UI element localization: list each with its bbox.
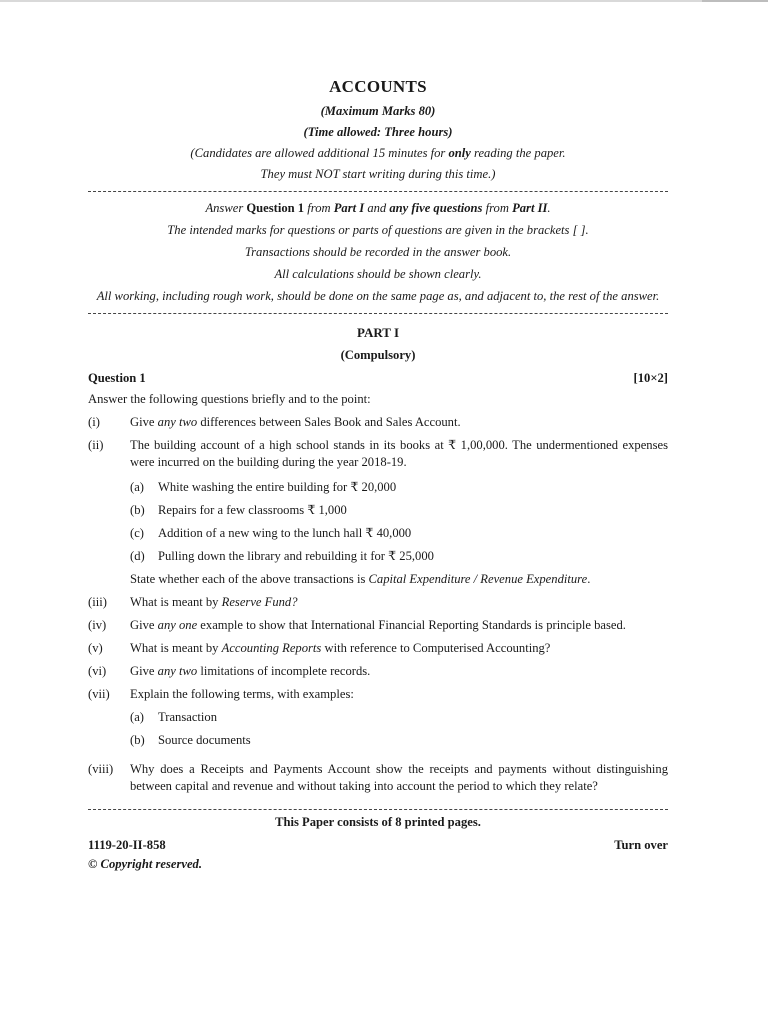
item-text (130, 686, 668, 755)
sub-item (130, 548, 668, 565)
sub-item-list (130, 479, 668, 565)
text-run: example to show that International Financial Reporting Standards is principle based. (197, 618, 626, 633)
text-emphasis: Accounting Reports (221, 641, 322, 656)
sub-item-number: (b) (130, 503, 145, 518)
sub-item (130, 709, 668, 726)
text-run: What is meant by (130, 595, 222, 610)
text-run: with reference to Computerised Accounting? (321, 641, 551, 656)
item-text (130, 437, 668, 588)
item-text (130, 594, 668, 611)
paper-code: 1119-20-II-858 (88, 838, 166, 853)
exam-page (88, 76, 668, 873)
item-text (130, 663, 668, 680)
sub-item-number: (a) (130, 480, 144, 495)
divider-footer (88, 809, 668, 810)
sub-item (130, 502, 668, 519)
instr-text: . (547, 200, 551, 215)
text-run: differences between Sales Book and Sales Account. (197, 415, 461, 430)
sub-item-text: White washing the entire building for ₹ 20,000 (158, 480, 397, 495)
question-item (88, 761, 668, 795)
sub-item-text: Transaction (158, 710, 218, 725)
item-number: (ii) (88, 438, 104, 453)
sub-item-text: Pulling down the library and rebuilding it for ₹ 25,000 (158, 549, 434, 564)
instr-part2: Part II (512, 200, 548, 215)
question-label: Question 1 (88, 371, 146, 386)
item-vii-text: Explain the following terms, with examples: (130, 687, 354, 702)
sub-item-number: (c) (130, 526, 144, 541)
footer-row (88, 837, 668, 854)
paper-header (88, 76, 668, 183)
item-text (130, 414, 668, 431)
part-title: PART I (356, 324, 400, 340)
item-number: (i) (88, 415, 100, 430)
instr-text: Answer (205, 200, 247, 215)
text-emphasis: Capital Expenditure / Revenue Expenditure (368, 572, 588, 587)
question-marks: [10×2] (633, 371, 668, 386)
paper-title: ACCOUNTS (329, 77, 427, 96)
time-allowed: (Time allowed: Three hours) (303, 124, 453, 139)
question-item (88, 594, 668, 611)
question-intro: Answer the following questions briefly and to the point: (88, 392, 371, 407)
item-number: (iii) (88, 595, 107, 610)
item-number: (viii) (88, 762, 114, 777)
instruction-transactions: Transactions should be recorded in the answer book. (244, 244, 512, 259)
copyright: © Copyright reserved. (88, 857, 202, 872)
question-item (88, 640, 668, 657)
text-emphasis: any two (157, 664, 198, 679)
text-run: Give (130, 415, 158, 430)
question-header (88, 370, 668, 387)
question-item (88, 663, 668, 680)
instruction-calculations: All calculations should be shown clearly. (274, 266, 482, 281)
instruction-answer (88, 200, 668, 217)
question-item (88, 437, 668, 588)
instr-any-five: any five questions (389, 200, 483, 215)
sub-item (130, 479, 668, 496)
item-ii-note (130, 571, 668, 588)
instruction-working: All working, including rough work, should be done on the same page as, and adjacent to, the rest of the answer. (96, 288, 660, 303)
item-text (130, 617, 668, 634)
sub-item (130, 525, 668, 542)
text-run: Give (130, 618, 158, 633)
instr-text: and (364, 200, 390, 215)
text-emphasis: any one (157, 618, 198, 633)
text-run: State whether each of the above transactions is (130, 572, 369, 587)
reading-time-note (88, 145, 668, 162)
page-top-edge-right (702, 0, 768, 2)
question-item (88, 686, 668, 755)
text-run: Give (130, 664, 158, 679)
text-run: What is meant by (130, 641, 222, 656)
page-top-edge (0, 0, 768, 2)
text-run: limitations of incomplete records. (197, 664, 371, 679)
reading-note-part1: (Candidates are allowed additional 15 minutes for (190, 145, 449, 160)
item-number: (vii) (88, 687, 110, 702)
question-item (88, 617, 668, 634)
turn-over: Turn over (614, 838, 668, 853)
sub-item-list (130, 709, 668, 749)
text-emphasis: Reserve Fund? (221, 595, 298, 610)
item-number: (iv) (88, 618, 107, 633)
instr-question1: Question 1 (246, 200, 305, 215)
sub-item-number: (d) (130, 549, 145, 564)
sub-item-text: Repairs for a few classrooms ₹ 1,000 (158, 503, 347, 518)
instruction-marks: The intended marks for questions or parts of questions are given in the brackets [ ]. (167, 222, 589, 237)
item-text (130, 640, 668, 657)
text-run: . (587, 572, 591, 587)
divider-top (88, 191, 668, 192)
reading-note-part2: reading the paper. (470, 145, 566, 160)
reading-note-only: only (448, 145, 471, 160)
instr-part1: Part I (333, 200, 365, 215)
instr-text: from (304, 200, 334, 215)
item-number: (v) (88, 641, 103, 656)
instr-text: from (482, 200, 513, 215)
item-text: Why does a Receipts and Payments Account show the receipts and payments without distinguishing between capital and revenue and without taking into account the period to which they relate? (130, 762, 668, 794)
sub-item-number: (a) (130, 710, 144, 725)
sub-item-text: Source documents (158, 733, 251, 748)
question-item (88, 414, 668, 431)
item-ii-text: The building account of a high school stands in its books at ₹ 1,00,000. The undermentioned expenses were incurred on the building during the year 2018-19. (130, 438, 668, 470)
part-subtitle: (Compulsory) (340, 348, 416, 363)
item-number: (vi) (88, 664, 107, 679)
sub-item (130, 732, 668, 749)
instructions-block (88, 200, 668, 305)
divider-mid (88, 313, 668, 314)
reading-time-note-line2: They must NOT start writing during this time.) (260, 166, 496, 181)
page-count: This Paper consists of 8 printed pages. (275, 815, 481, 830)
sub-item-text: Addition of a new wing to the lunch hall ₹ 40,000 (158, 526, 412, 541)
max-marks: (Maximum Marks 80) (320, 103, 436, 118)
text-emphasis: any two (157, 415, 198, 430)
sub-item-number: (b) (130, 733, 145, 748)
